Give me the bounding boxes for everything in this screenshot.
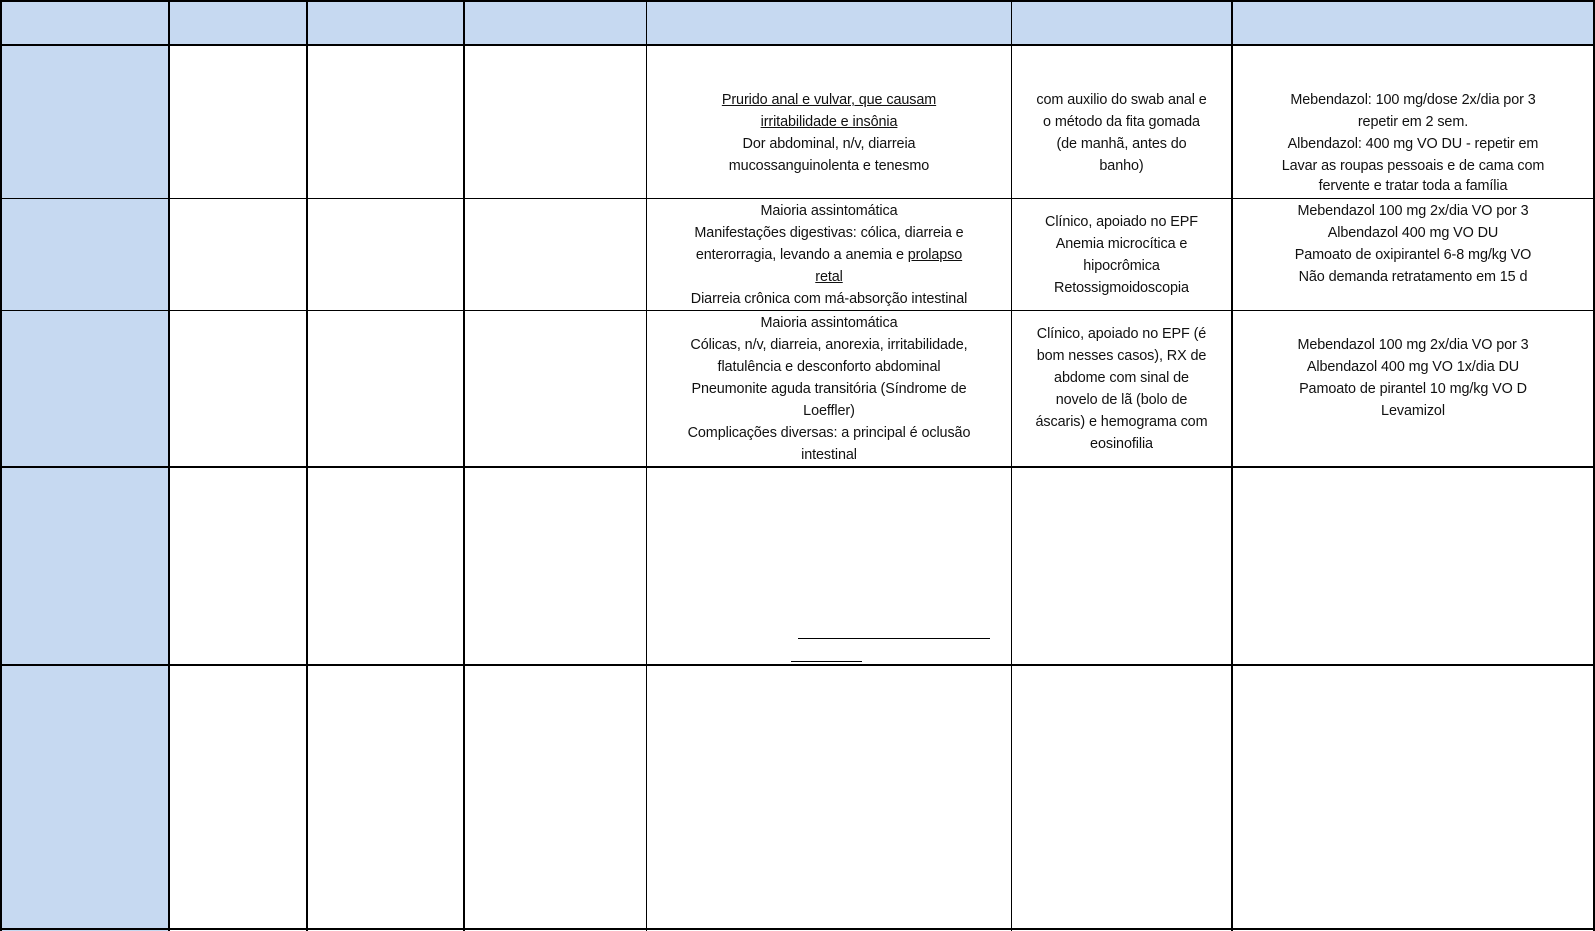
text-line: novelo de lã (bolo de: [1055, 392, 1188, 408]
row-1-diagnosis-cell: [1012, 89, 1231, 177]
text-line: áscaris) e hemograma com: [1035, 414, 1208, 430]
row-3-symptoms-cell: [647, 312, 1011, 466]
text-line: Mebendazol 100 mg 2x/dia VO por 3: [1297, 337, 1529, 353]
underline-stroke: [791, 661, 862, 662]
text-line: Prurido anal e vulvar, que causam: [721, 92, 937, 108]
text-line: fervente e tratar toda a família: [1318, 178, 1508, 194]
text-line: Maioria assintomática: [760, 203, 898, 219]
text-line: Pneumonite aguda transitória (Síndrome de: [691, 381, 967, 397]
text-line: Albendazol: 400 mg VO DU - repetir em: [1287, 136, 1539, 152]
row-2-diagnosis-cell: [1012, 211, 1231, 299]
text-line: Mebendazol: 100 mg/dose 2x/dia por 3: [1290, 92, 1536, 108]
text-line: Pamoato de pirantel 10 mg/kg VO D: [1299, 381, 1527, 397]
text-line: Clínico, apoiado no EPF (é: [1036, 326, 1207, 342]
text-line: retal: [815, 269, 843, 285]
row-1-treatment-cell: [1233, 89, 1593, 198]
text-line: Albendazol 400 mg VO DU: [1327, 225, 1499, 241]
row-3-treatment-cell: [1233, 334, 1593, 422]
underline-stroke: [798, 638, 990, 639]
grid-line: [0, 928, 1595, 930]
grid-line: [0, 0, 1595, 2]
text-line: eosinofilia: [1090, 436, 1153, 452]
grid-line: [0, 0, 2, 931]
text-line: Loeffler): [803, 403, 855, 419]
text-line: Cólicas, n/v, diarreia, anorexia, irritabilidade,: [690, 337, 968, 353]
text-line: Complicações diversas: a principal é oclusão: [687, 425, 971, 441]
text-line: hipocrômica: [1083, 258, 1160, 274]
text-line: banho): [1099, 158, 1144, 174]
text-line: Pamoato de oxipirantel 6-8 mg/kg VO: [1294, 247, 1532, 263]
grid-line: [306, 0, 308, 931]
text-line: o método da fita gomada: [1043, 114, 1200, 130]
text-line: Lavar as roupas pessoais e de cama com: [1281, 158, 1545, 174]
text-line: abdome com sinal de: [1054, 370, 1189, 386]
text-line: Retossigmoidoscopia: [1054, 280, 1189, 296]
grid-line: [0, 466, 1595, 468]
text-line: Diarreia crônica com má-absorção intestinal: [690, 291, 968, 307]
text-line: Clínico, apoiado no EPF: [1045, 214, 1198, 230]
row-2-treatment-cell: [1233, 200, 1593, 288]
text-line: Anemia microcítica e: [1055, 236, 1188, 252]
text-line: Levamizol: [1381, 403, 1445, 419]
text-line: (de manhã, antes do: [1056, 136, 1187, 152]
grid-line: [463, 0, 465, 931]
text-line: Maioria assintomática: [760, 315, 898, 331]
header-row: [0, 0, 1595, 46]
text-line: Manifestações digestivas: cólica, diarreia e: [694, 225, 964, 241]
row-3-diagnosis-cell: [1012, 323, 1231, 455]
text-line: bom nesses casos), RX de: [1036, 348, 1207, 364]
text-line: Dor abdominal, n/v, diarreia: [742, 136, 916, 152]
text-line: Albendazol 400 mg VO 1x/dia DU: [1306, 359, 1520, 375]
text-line: com auxilio do swab anal e: [1036, 92, 1207, 108]
row-1-symptoms-cell: [647, 89, 1011, 177]
text-line: Mebendazol 100 mg 2x/dia VO por 3: [1297, 203, 1529, 219]
grid-line: [0, 310, 1595, 311]
grid-line: [0, 198, 1595, 199]
text-line: repetir em 2 sem.: [1357, 114, 1469, 130]
text-line: intestinal: [801, 447, 857, 463]
text-line: Não demanda retratamento em 15 d: [1298, 269, 1528, 285]
text-line: enterorragia, levando a anemia e prolapso: [695, 247, 963, 263]
grid-line: [168, 0, 170, 931]
text-line: irritabilidade e insônia: [760, 114, 898, 130]
grid-line: [0, 44, 1595, 46]
row-2-symptoms-cell: [647, 200, 1011, 310]
grid-line: [0, 664, 1595, 666]
text-line: mucossanguinolenta e tenesmo: [728, 158, 930, 174]
text-line: flatulência e desconforto abdominal: [717, 359, 941, 375]
